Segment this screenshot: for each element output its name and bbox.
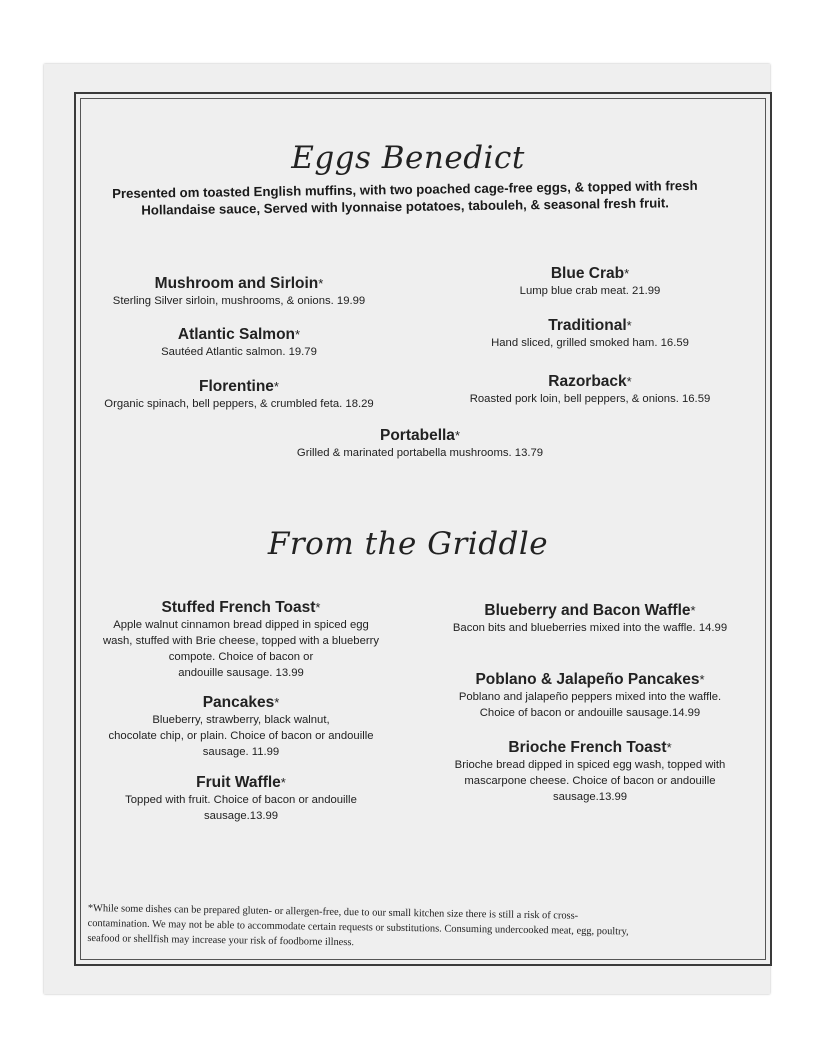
section-title-eggs-benedict: Eggs Benedict [291, 140, 525, 176]
menu-item-florentine [84, 377, 394, 412]
item-description: Poblano and jalapeño peppers mixed into the waffle. Choice of bacon or andouille sausage.14.99 [458, 691, 722, 719]
item-description: Hand sliced, grilled smoked ham. 16.59 [491, 337, 689, 349]
item-name: Blueberry and Bacon Waffle* [484, 602, 696, 619]
menu-item-portabella [260, 426, 580, 461]
menu-item-pancakes [86, 693, 396, 760]
item-name: Florentine* [199, 378, 279, 395]
item-description: Sautéed Atlantic salmon. 19.79 [161, 346, 317, 358]
item-name: Poblano & Jalapeño Pancakes* [475, 671, 705, 688]
item-description: Brioche bread dipped in spiced egg wash, topped with mascarpone cheese. Choice of bacon or andouille sausage.13.99 [454, 759, 726, 803]
item-description: Organic spinach, bell peppers, & crumbled feta. 18.29 [104, 398, 374, 410]
item-name: Atlantic Salmon* [177, 326, 301, 343]
menu-item-traditional [440, 316, 740, 351]
menu-item-fruit-waffle [86, 773, 396, 824]
allergen-footnote: *While some dishes can be prepared gluten- or allergen-free, due to our small kitchen size there is still a risk of cross- contamination. We may not be able to accommodate certain requests or substitutions. Consuming undercooked meat, egg, poultry, seafood or shellfish may increase your risk of foodborne illness. [87, 902, 629, 949]
item-name: Traditional* [548, 317, 632, 334]
item-description: Grilled & marinated portabella mushrooms. 13.79 [296, 447, 544, 459]
item-name: Brioche French Toast* [508, 739, 672, 756]
menu-item-poblano-jalapeno-pancakes [430, 670, 750, 721]
item-name: Razorback* [548, 373, 632, 390]
item-name: Portabella* [379, 427, 460, 444]
menu-item-blueberry-bacon-waffle [430, 601, 750, 636]
item-description: Lump blue crab meat. 21.99 [519, 285, 661, 297]
menu-item-razorback [440, 372, 740, 407]
section-title-from-the-griddle: From the Griddle [267, 526, 549, 562]
menu-item-mushroom-sirloin [84, 274, 394, 309]
item-description: Blueberry, strawberry, black walnut, chocolate chip, or plain. Choice of bacon or andouille sausage. 11.99 [108, 714, 374, 758]
menu-item-atlantic-salmon [84, 325, 394, 360]
item-name: Pancakes* [202, 694, 280, 711]
menu-item-blue-crab [440, 264, 740, 299]
item-name: Blue Crab* [550, 265, 630, 282]
item-description: Topped with fruit. Choice of bacon or andouille sausage.13.99 [125, 794, 357, 822]
item-description: Sterling Silver sirloin, mushrooms, & onions. 19.99 [112, 295, 366, 307]
item-name: Fruit Waffle* [196, 774, 286, 791]
item-name: Stuffed French Toast* [161, 599, 321, 616]
item-description: Bacon bits and blueberries mixed into the waffle. 14.99 [452, 622, 728, 634]
menu-item-stuffed-french-toast [86, 598, 396, 681]
menu-item-brioche-french-toast [430, 738, 750, 805]
item-description: Roasted pork loin, bell peppers, & onions. 16.59 [469, 393, 711, 405]
item-name: Mushroom and Sirloin* [154, 275, 324, 292]
eggs-benedict-intro: Presented om toasted English muffins, with two poached cage-free eggs, & topped with fresh Hollandaise sauce, Served with lyonnaise potatoes, tabouleh, & seasonal fresh fruit. [112, 177, 698, 218]
item-description: Apple walnut cinnamon bread dipped in spiced egg wash, stuffed with Brie cheese, topped with a blueberry compote. Choice of bacon or andouille sausage. 13.99 [102, 619, 380, 679]
